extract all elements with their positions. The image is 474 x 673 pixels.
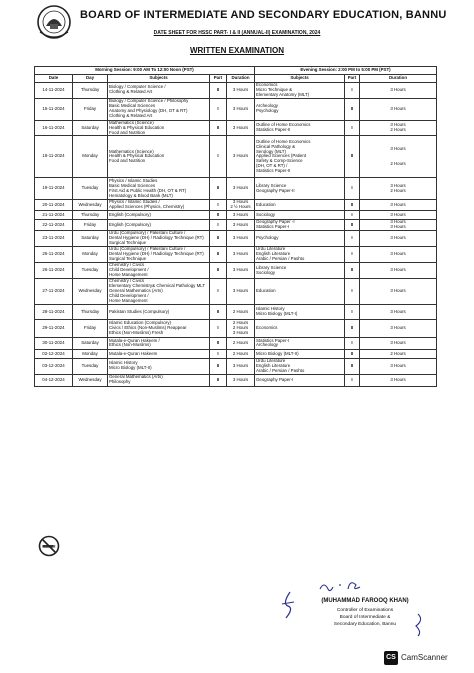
table-row	[35, 136, 437, 178]
evening-duration: 3 Hours	[360, 304, 437, 319]
morning-subjects: Biology / Computer Science / Clothing & Related Art	[108, 83, 210, 99]
table-row	[35, 319, 437, 337]
morning-subjects: English (Compulsory)	[108, 220, 210, 231]
morning-duration: 3 Hours	[227, 120, 255, 136]
evening-part: I	[345, 120, 360, 136]
morning-subjects: Physics / Islamic Studies / Applied Sciences (Physics, Chemistry)	[108, 200, 210, 211]
row-day: Saturday	[73, 337, 108, 349]
row-date: 29-11-2024	[35, 319, 73, 337]
row-date: 30-11-2024	[35, 337, 73, 349]
row-date: 26-11-2024	[35, 263, 73, 279]
evening-part: I	[345, 247, 360, 263]
evening-subjects: Outline of Home Economics Clinical Pathology & Serology (MLT) Applied Sciences (Patient Safety & Comp-Science (DH, OT & RT) / Statistics Paper-II	[255, 136, 345, 178]
morning-subjects: English (Compulsory)	[108, 211, 210, 220]
evening-duration: 3 Hours 2 Hours	[360, 136, 437, 178]
column-header: Subjects	[108, 75, 210, 83]
evening-part: II	[345, 200, 360, 211]
evening-part: I	[345, 278, 360, 304]
column-header: Duration	[227, 75, 255, 83]
evening-part: II	[345, 349, 360, 358]
table-row	[35, 220, 437, 231]
row-day: Monday	[73, 349, 108, 358]
evening-session-header: Evening Session: 2:00 PM to 5:00 PM (PST)	[255, 67, 437, 75]
evening-subjects: Library Science Sociology	[255, 263, 345, 279]
evening-part: I	[345, 304, 360, 319]
morning-part: II	[210, 83, 227, 99]
evening-part: I	[345, 337, 360, 349]
evening-duration: 3 Hours	[360, 278, 437, 304]
morning-part: II	[210, 263, 227, 279]
morning-duration: 2 Hours	[227, 349, 255, 358]
morning-subjects: Mutala-e-Quran Hakeem / Ethics (Non-Muslims)	[108, 337, 210, 349]
table-row	[35, 200, 437, 211]
morning-duration: 3 Hours	[227, 374, 255, 386]
morning-duration: 3 Hours	[227, 211, 255, 220]
row-date: 23-11-2024	[35, 231, 73, 247]
evening-duration: 3 Hours	[360, 200, 437, 211]
row-date: 15-11-2024	[35, 98, 73, 120]
row-date: 18-11-2024	[35, 136, 73, 178]
evening-duration: 3 Hours	[360, 98, 437, 120]
evening-duration: 3 Hours	[360, 83, 437, 99]
morning-subjects: Mathematics (Science) Health & Physical Education Food and Nutrition	[108, 136, 210, 178]
board-title: BOARD OF INTERMEDIATE AND SECONDARY EDUCATION, BANNU	[80, 9, 447, 21]
evening-part: I	[345, 211, 360, 220]
row-day: Tuesday	[73, 263, 108, 279]
morning-part: II	[210, 358, 227, 374]
row-day: Tuesday	[73, 358, 108, 374]
row-day: Monday	[73, 247, 108, 263]
exam-type-heading: WRITTEN EXAMINATION	[189, 46, 285, 55]
evening-duration: 3 Hours	[360, 263, 437, 279]
morning-part: I	[210, 200, 227, 211]
evening-part: I	[345, 83, 360, 99]
evening-part: I	[345, 178, 360, 200]
evening-part: II	[345, 136, 360, 178]
row-day: Saturday	[73, 120, 108, 136]
controller-board-line: Secondary Education, Bannu	[333, 622, 397, 627]
evening-part: II	[345, 98, 360, 120]
evening-duration: 3 Hours	[360, 337, 437, 349]
row-day: Thursday	[73, 211, 108, 220]
evening-subjects: Islamic History Micro Biology (MLT-I)	[255, 304, 345, 319]
evening-duration: 3 Hours	[360, 374, 437, 386]
column-header: Part	[345, 75, 360, 83]
evening-subjects: Psychology	[255, 231, 345, 247]
evening-subjects: Geography Paper-I	[255, 374, 345, 386]
morning-duration: 3 Hours	[227, 231, 255, 247]
evening-part: II	[345, 263, 360, 279]
controller-title: Controller of Examinations	[336, 608, 394, 613]
row-day: Thursday	[73, 304, 108, 319]
evening-duration: 3 Hours	[360, 231, 437, 247]
controller-name: (MUHAMMAD FAROOQ KHAN)	[321, 598, 409, 604]
row-day: Friday	[73, 319, 108, 337]
morning-duration: 3 Hours	[227, 136, 255, 178]
row-date: 02-12-2024	[35, 349, 73, 358]
row-date: 22-11-2024	[35, 220, 73, 231]
controller-board-line: Board of Intermediate &	[339, 615, 391, 620]
table-row	[35, 337, 437, 349]
morning-subjects: Mathematics (Science) Health & Physical Education Food and Nutrition	[108, 120, 210, 136]
morning-duration: 3 Hours	[227, 178, 255, 200]
session-header-row	[35, 67, 437, 75]
column-header: Date	[35, 75, 73, 83]
column-header: Subjects	[255, 75, 345, 83]
morning-duration: 3 Hours 2 ½ Hours	[227, 200, 255, 211]
column-header: Duration	[360, 75, 437, 83]
row-day: Saturday	[73, 231, 108, 247]
signature-initials	[300, 575, 370, 597]
morning-part: I	[210, 349, 227, 358]
morning-part: I	[210, 278, 227, 304]
evening-part: I	[345, 231, 360, 247]
evening-subjects: Statistics Paper-I Archeology	[255, 337, 345, 349]
morning-part: II	[210, 374, 227, 386]
morning-part: II	[210, 231, 227, 247]
table-row	[35, 83, 437, 99]
no-smoking-icon	[38, 535, 60, 557]
evening-subjects: Education	[255, 278, 345, 304]
evening-subjects: Archeology Psychology	[255, 98, 345, 120]
morning-part: I	[210, 136, 227, 178]
row-date: 25-11-2024	[35, 247, 73, 263]
morning-duration: 3 Hours	[227, 278, 255, 304]
morning-part: II	[210, 211, 227, 220]
morning-subjects: Islamic History Micro Biology (MLT-II)	[108, 358, 210, 374]
evening-subjects: Urdu Literature English Literature Arabic / Persian / Pashto	[255, 358, 345, 374]
column-header: Day	[73, 75, 108, 83]
morning-duration: 2 Hours 2 Hours 3 Hours	[227, 319, 255, 337]
evening-duration: 3 Hours 2 Hours	[360, 120, 437, 136]
morning-part: I	[210, 98, 227, 120]
evening-part: II	[345, 358, 360, 374]
evening-duration: 3 Hours 3 Hours	[360, 220, 437, 231]
evening-subjects: Micro Biology (MLT-II)	[255, 349, 345, 358]
morning-part: I	[210, 319, 227, 337]
row-day: Friday	[73, 98, 108, 120]
row-day: Tuesday	[73, 178, 108, 200]
morning-part: II	[210, 247, 227, 263]
morning-part: I	[210, 220, 227, 231]
morning-subjects: Islamic Education (Compulsory) Civics / Ethics (Non-Muslims) Reappear Ethics (Non-Muslims) Fresh	[108, 319, 210, 337]
table-row	[35, 211, 437, 220]
evening-subjects: Urdu Literature English Literature Arabic / Persian / Pashto	[255, 247, 345, 263]
row-day: Monday	[73, 136, 108, 178]
row-date: 20-11-2024	[35, 200, 73, 211]
date-sheet-subtitle: DATE SHEET FOR HSSC PART- I & II (ANNUAL-II) EXAMINATION, 2024	[153, 30, 321, 36]
row-day: Wednesday	[73, 200, 108, 211]
row-date: 21-11-2024	[35, 211, 73, 220]
evening-subjects: Sociology	[255, 211, 345, 220]
morning-subjects: Mutala-e-Quran Hakeem	[108, 349, 210, 358]
morning-duration: 3 Hours	[227, 358, 255, 374]
camscanner-watermark	[384, 651, 464, 665]
row-date: 27-11-2024	[35, 278, 73, 304]
row-date: 14-11-2024	[35, 83, 73, 99]
morning-duration: 3 Hours	[227, 263, 255, 279]
morning-subjects: Biology / Computer Science / Philosophy Basic Medical Sciences Anatomy and Physiology (DH, OT & RT) Clothing & Related Art	[108, 98, 210, 120]
morning-duration: 2 Hours	[227, 337, 255, 349]
table-row	[35, 98, 437, 120]
table-row	[35, 374, 437, 386]
column-header: Part	[210, 75, 227, 83]
row-date: 28-11-2024	[35, 304, 73, 319]
evening-part: II	[345, 220, 360, 231]
row-date: 04-12-2024	[35, 374, 73, 386]
evening-subjects: Geography Paper -I Statistics Paper-I	[255, 220, 345, 231]
evening-subjects: Economics	[255, 319, 345, 337]
table-row	[35, 178, 437, 200]
row-day: Thursday	[73, 83, 108, 99]
row-day: Wednesday	[73, 374, 108, 386]
evening-duration: 3 Hours	[360, 358, 437, 374]
morning-subjects: Urdu (Compulsory) / Pakistani Culture / Dental Hygiene (DH) / Radiology Technique (RT) Surgical Technique	[108, 231, 210, 247]
morning-part: II	[210, 120, 227, 136]
row-day: Wednesday	[73, 278, 108, 304]
morning-subjects: Chemistry / Civics Child Development / Home Management	[108, 263, 210, 279]
morning-session-header: Morning Session: 9:00 AM To 12:00 Noon (PST)	[35, 67, 255, 75]
morning-part: II	[210, 178, 227, 200]
row-date: 16-11-2024	[35, 120, 73, 136]
morning-part: II	[210, 304, 227, 319]
evening-duration: 3 Hours 2 Hours	[360, 178, 437, 200]
table-row	[35, 263, 437, 279]
evening-part: I	[345, 374, 360, 386]
morning-subjects: Chemistry / Civics Elementary Chemistry& Chemical Pathology MLT General Mathematics (Arts) Child Development / Home Management	[108, 278, 210, 304]
morning-duration: 3 Hours	[227, 98, 255, 120]
evening-subjects: Education	[255, 200, 345, 211]
table-row	[35, 278, 437, 304]
morning-duration: 3 Hours	[227, 83, 255, 99]
row-date: 03-12-2024	[35, 358, 73, 374]
evening-subjects: Economics Micro Technique & Elementary Anatomy (MLT)	[255, 83, 345, 99]
morning-subjects: Urdu (Compulsory) / Pakistani Culture / Dental Hygiene (DH) / Radiology Technique (RT) Surgical Technique	[108, 247, 210, 263]
morning-subjects: Physics / Islamic Studies Basic Medical Sciences First Aid & Public Health (DH, OT & RT) Hematology & Blood Bank (MLT)	[108, 178, 210, 200]
camscanner-label: CamScanner	[401, 653, 448, 662]
evening-subjects: Library Science Geography Paper-II	[255, 178, 345, 200]
evening-duration: 3 Hours	[360, 319, 437, 337]
table-row	[35, 304, 437, 319]
table-row	[35, 231, 437, 247]
table-row	[35, 349, 437, 358]
table-row	[35, 120, 437, 136]
morning-duration: 3 Hours	[227, 247, 255, 263]
morning-subjects: General Mathematics (Arts) Philosophy	[108, 374, 210, 386]
table-row	[35, 358, 437, 374]
row-day: Friday	[73, 220, 108, 231]
row-date: 19-11-2024	[35, 178, 73, 200]
evening-duration: 2 Hours	[360, 349, 437, 358]
evening-duration: 3 Hours	[360, 211, 437, 220]
evening-subjects: Outline of Home Economics Statistics Paper-II	[255, 120, 345, 136]
morning-duration: 2 Hours	[227, 304, 255, 319]
column-header-row	[35, 75, 437, 83]
morning-part: II	[210, 337, 227, 349]
evening-part: II	[345, 319, 360, 337]
camscanner-icon: CS	[384, 651, 398, 665]
date-sheet-table	[34, 66, 437, 387]
table-row	[35, 247, 437, 263]
morning-duration: 3 Hours	[227, 220, 255, 231]
evening-duration: 3 Hours	[360, 247, 437, 263]
morning-subjects: Pakistan Studies (Compulsory)	[108, 304, 210, 319]
